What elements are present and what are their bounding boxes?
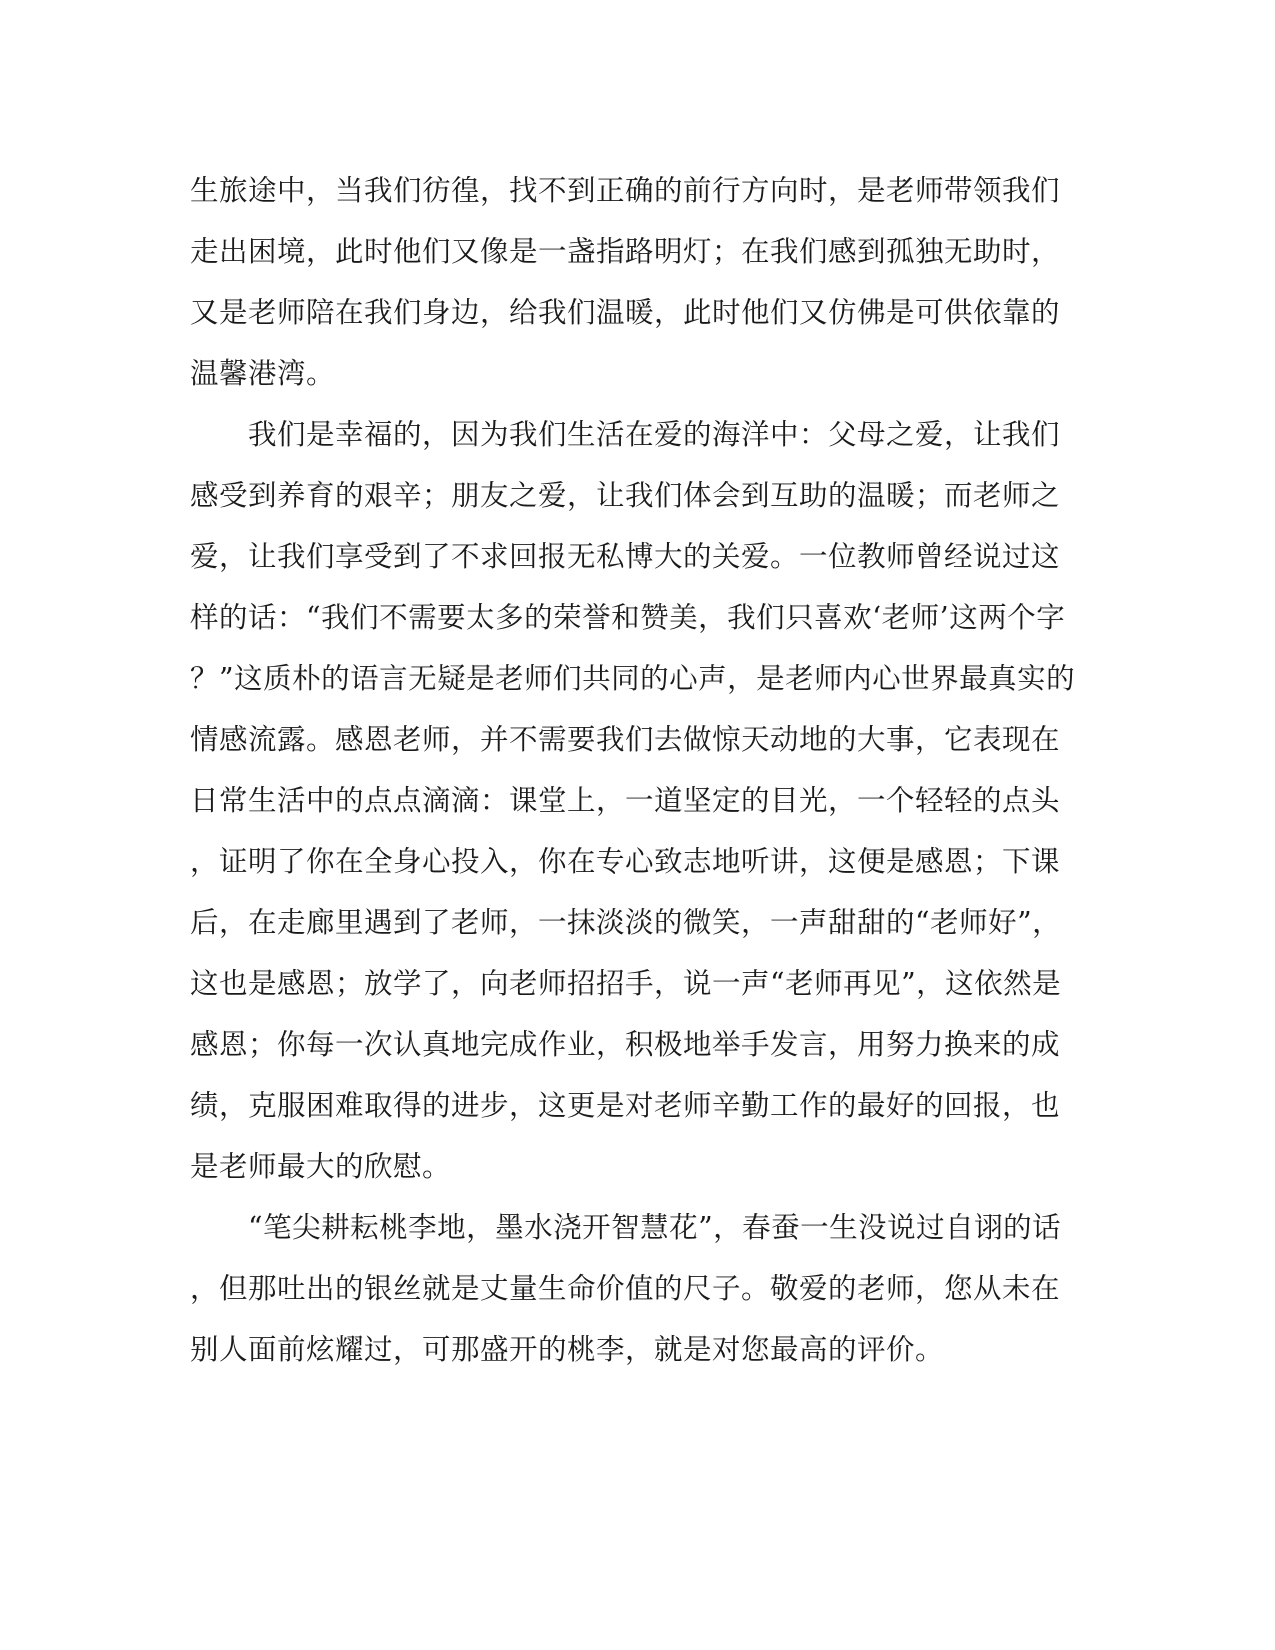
text-line: 我们是幸福的，因为我们生活在爱的海洋中：父母之爱，让我们	[190, 418, 1061, 451]
text-line: 爱，让我们享受到了不求回报无私博大的关爱。一位教师曾经说过这	[190, 540, 1061, 573]
text-line: 样的话：“我们不需要太多的荣誉和赞美，我们只喜欢‘老师’这两个字	[190, 601, 1066, 634]
text-line: 走出困境，此时他们又像是一盏指路明灯；在我们感到孤独无助时，	[190, 235, 1061, 268]
text-line: 温馨港湾。	[190, 357, 336, 390]
body-text	[190, 160, 1080, 1380]
text-line: 日常生活中的点点滴滴：课堂上，一道坚定的目光，一个轻轻的点头	[190, 784, 1061, 817]
text-line: 又是老师陪在我们身边，给我们温暖，此时他们又仿佛是可供依靠的	[190, 296, 1061, 329]
text-line: ，但那吐出的银丝就是丈量生命价值的尺子。敬爱的老师，您从未在	[190, 1272, 1061, 1305]
text-line: ？”这质朴的语言无疑是老师们共同的心声，是老师内心世界最真实的	[190, 662, 1076, 695]
text-line: 生旅途中，当我们彷徨，找不到正确的前行方向时，是老师带领我们	[190, 174, 1061, 207]
text-line: 绩，克服困难取得的进步，这更是对老师辛勤工作的最好的回报，也	[190, 1089, 1061, 1122]
text-line: 别人面前炫耀过，可那盛开的桃李，就是对您最高的评价。	[190, 1333, 945, 1366]
text-line: 感恩；你每一次认真地完成作业，积极地举手发言，用努力换来的成	[190, 1028, 1061, 1061]
text-line: ，证明了你在全身心投入，你在专心致志地听讲，这便是感恩；下课	[190, 845, 1061, 878]
text-line: 情感流露。感恩老师，并不需要我们去做惊天动地的大事，它表现在	[190, 723, 1061, 756]
text-line: 是老师最大的欣慰。	[190, 1150, 452, 1183]
text-line: 感受到养育的艰辛；朋友之爱，让我们体会到互助的温暖；而老师之	[190, 479, 1061, 512]
text-line: “笔尖耕耘桃李地，墨水浇开智慧花”，春蚕一生没说过自诩的话	[190, 1211, 1062, 1244]
text-line: 后，在走廊里遇到了老师，一抹淡淡的微笑，一声甜甜的“老师好”，	[190, 906, 1062, 939]
text-line: 这也是感恩；放学了，向老师招招手，说一声“老师再见”，这依然是	[190, 967, 1062, 1000]
